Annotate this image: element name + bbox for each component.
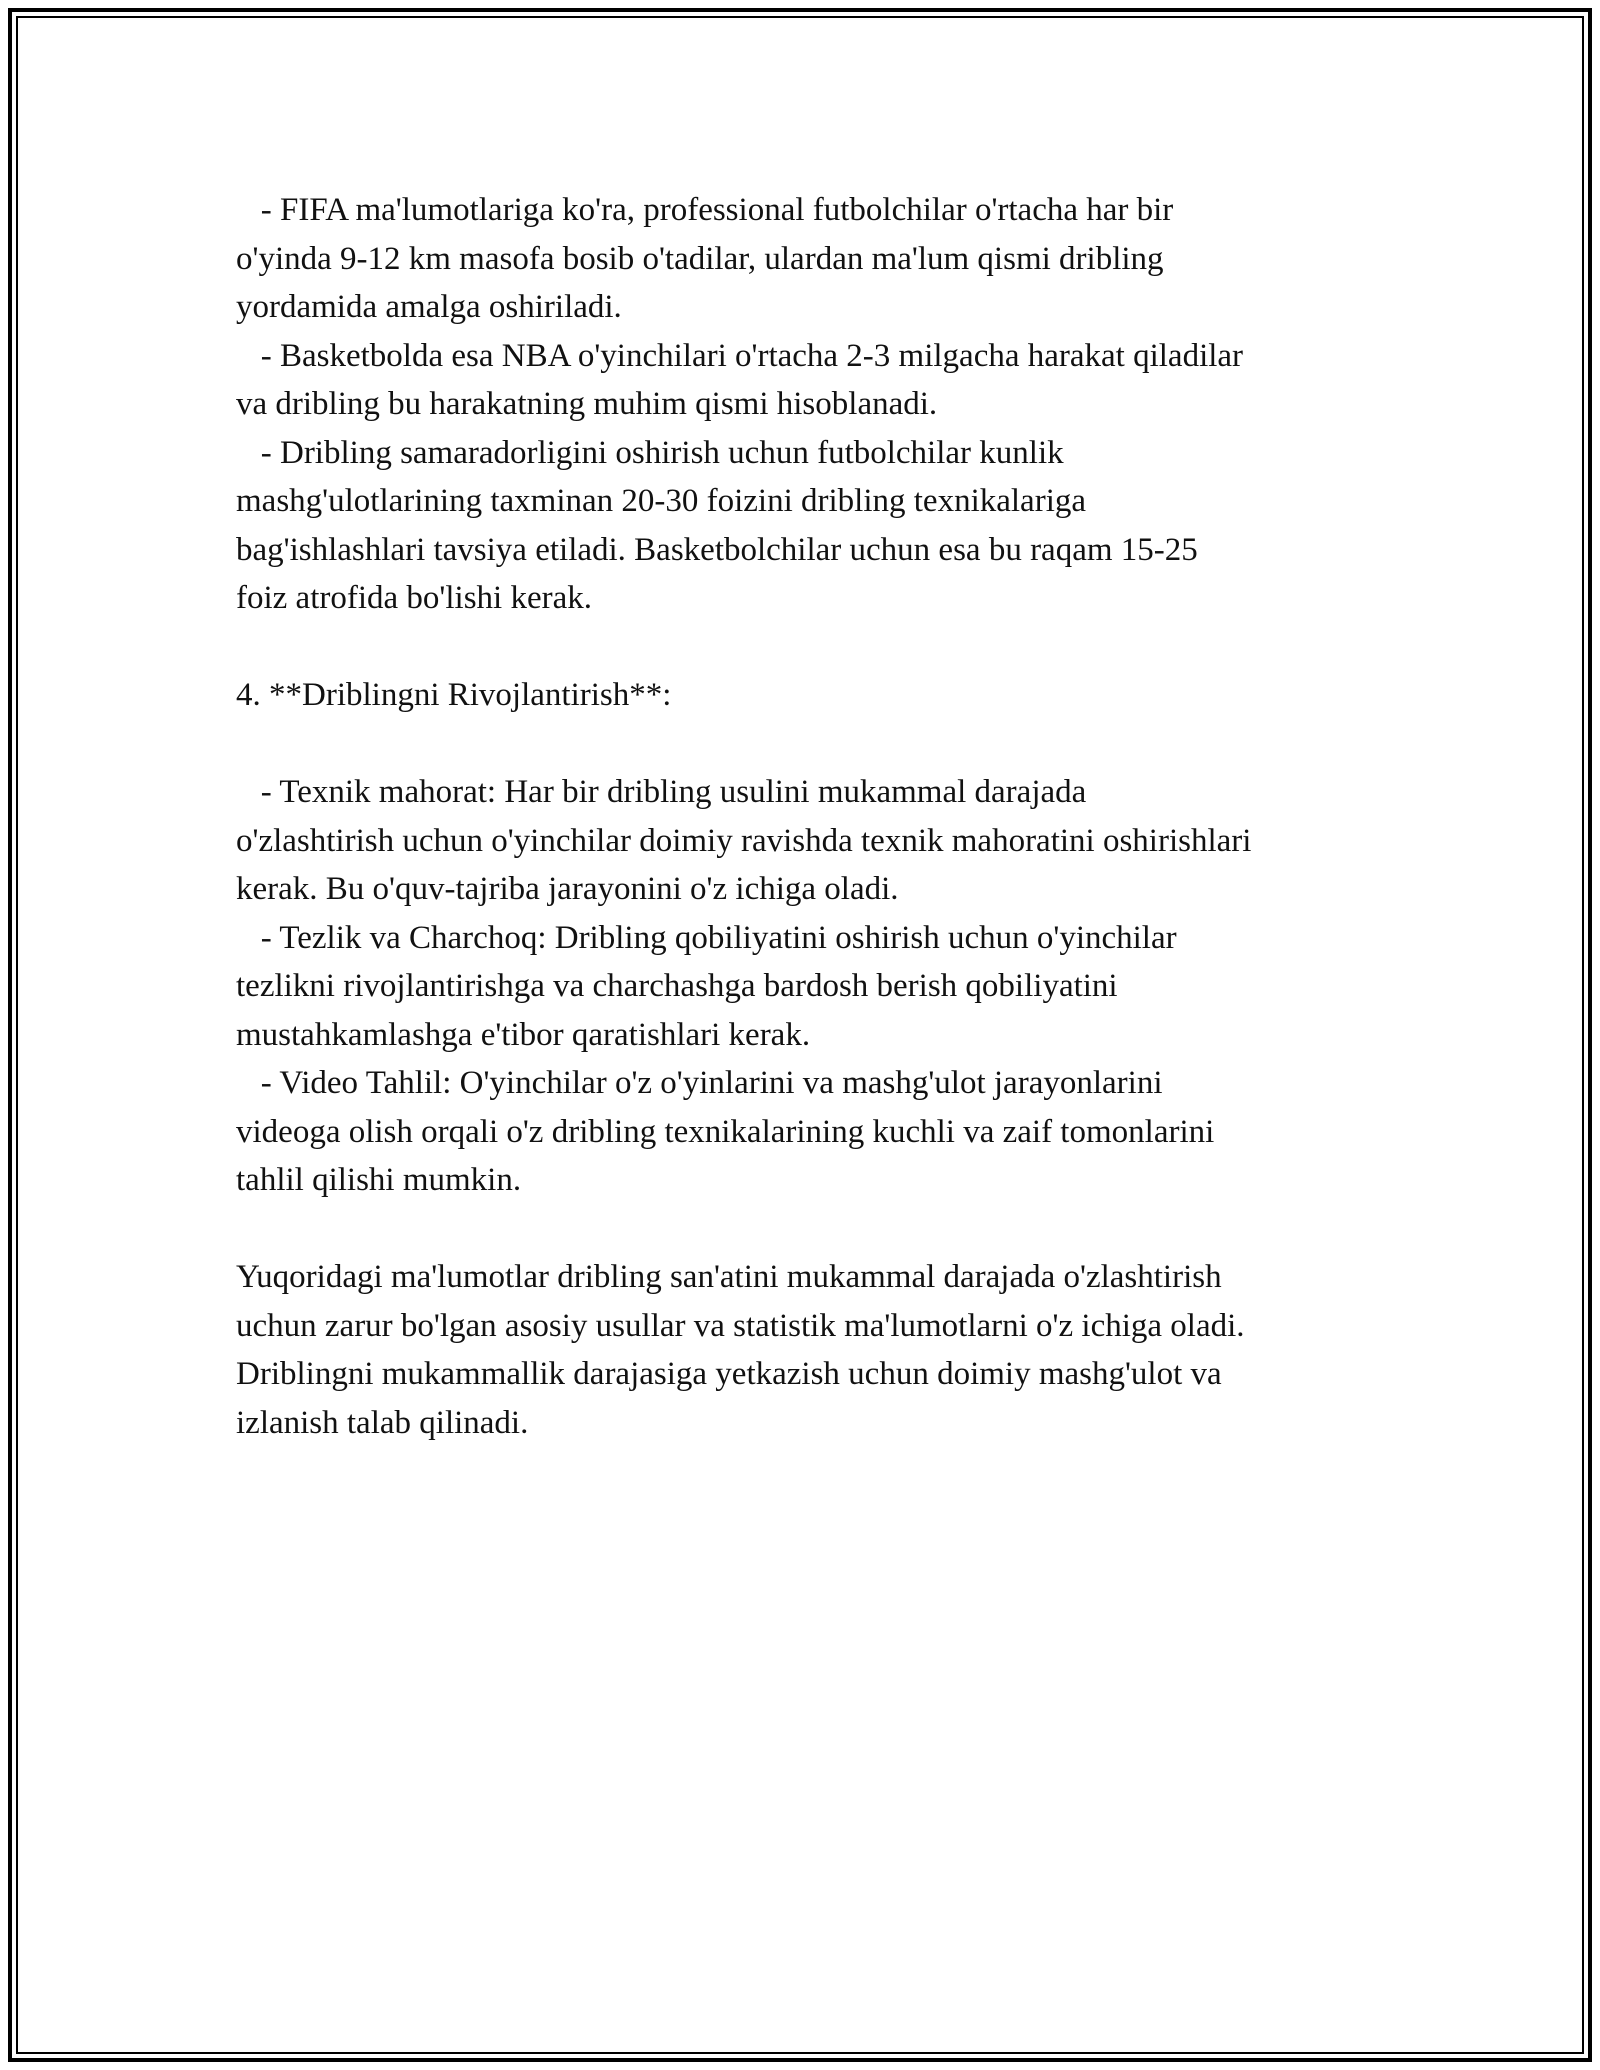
text-line: yordamida amalga oshiriladi. [236,289,622,325]
text-line: - Tezlik va Charchoq: Dribling qobiliyatini oshirish uchun o'yinchilar [236,919,1177,956]
stat-bullet-training-share [236,429,1396,623]
text-line: Driblingni mukammallik darajasiga yetkazish uchun doimiy mashg'ulot va [236,1356,1222,1392]
dev-bullet-video [236,1059,1396,1205]
text-line: mashg'ulotlarining taxminan 20-30 foizini dribling texnikalariga [236,483,1087,519]
text-line: izlanish talab qilinadi. [236,1404,529,1441]
text-line: foiz atrofida bo'lishi kerak. [236,580,592,616]
text-line: tezlikni rivojlantirishga va charchashga bardosh berish qobiliyatini [236,968,1118,1004]
paragraph-gap [236,1205,1396,1254]
text-line: o'zlashtirish uchun o'yinchilar doimiy ravishda texnik mahoratini oshirishlari [236,822,1252,859]
text-line: va dribling bu harakatning muhim qismi hisoblanadi. [236,386,938,422]
text-line: Yuqoridagi ma'lumotlar dribling san'atini mukammal darajada o'zlashtirish [236,1259,1222,1295]
text-line: videoga olish orqali o'z dribling texnikalarining kuchli va zaif tomonlarini [236,1113,1215,1150]
text-line: uchun zarur bo'lgan asosiy usullar va statistik ma'lumotlarni o'z ichiga oladi. [236,1307,1245,1344]
paragraph-gap [236,623,1396,672]
text-line: tahlil qilishi mumkin. [236,1162,522,1198]
text-line: mustahkamlashga e'tibor qaratishlari kerak. [236,1016,811,1053]
text-line: - Basketbolda esa NBA o'yinchilari o'rtacha 2-3 milgacha harakat qiladilar [236,337,1244,374]
text-line: - Texnik mahorat: Har bir dribling usulini mukammal darajada [236,774,1087,810]
text-line: - Dribling samaradorligini oshirish uchun futbolchilar kunlik [236,434,1064,471]
dev-bullet-speed [236,914,1396,1060]
paragraph-gap [236,720,1396,769]
document-body [236,186,1396,1447]
text-line: - FIFA ma'lumotlariga ko'ra, professional futbolchilar o'rtacha har bir [236,192,1174,228]
text-line: kerak. Bu o'quv-tajriba jarayonini o'z ichiga oladi. [236,871,899,907]
text-line: bag'ishlashlari tavsiya etiladi. Basketbolchilar uchun esa bu raqam 15-25 [236,531,1198,568]
section-heading: 4. **Driblingni Rivojlantirish**: [236,677,672,713]
conclusion-paragraph [236,1253,1396,1447]
stat-bullet-nba [236,332,1396,429]
stat-bullet-fifa [236,186,1396,332]
text-line: o'yinda 9-12 km masofa bosib o'tadilar, ulardan ma'lum qismi dribling [236,240,1164,277]
text-line: - Video Tahlil: O'yinchilar o'z o'yinlarini va mashg'ulot jarayonlarini [236,1065,1163,1101]
dev-bullet-technique [236,768,1396,914]
